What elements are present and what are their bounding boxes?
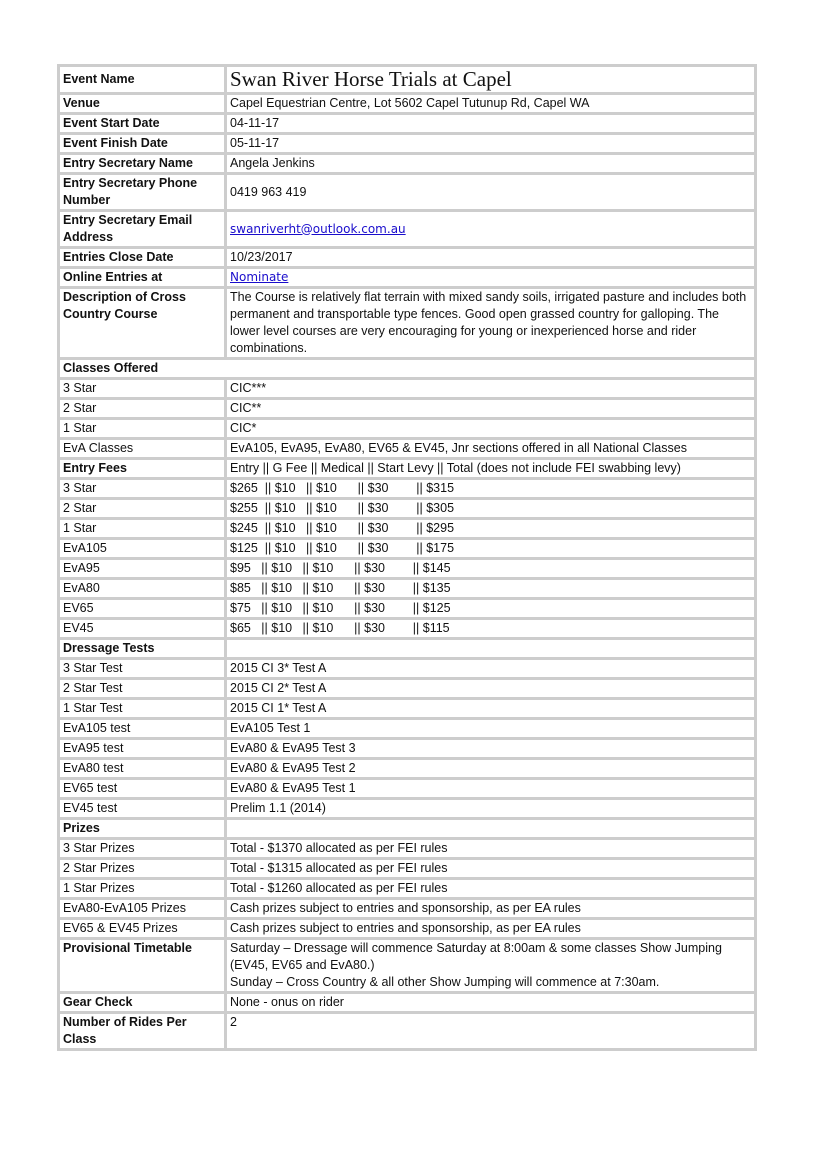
dressage-test-row: [59, 779, 756, 799]
dressage-test-label: 3 Star Test: [59, 659, 226, 679]
class-value: CIC**: [226, 399, 756, 419]
dressage-test-row: [59, 799, 756, 819]
entry-fee-value: $245 || $10 || $10 || $30 || $295: [226, 519, 756, 539]
dressage-test-row: [59, 759, 756, 779]
prize-value: Cash prizes subject to entries and sponsorship, as per EA rules: [226, 899, 756, 919]
entry-fee-label: EvA80: [59, 579, 226, 599]
gear-check-label: Gear Check: [59, 993, 226, 1013]
table-row: [59, 134, 756, 154]
prize-row: [59, 879, 756, 899]
prize-row: [59, 919, 756, 939]
nominate-link[interactable]: Nominate: [230, 270, 289, 284]
dressage-test-row: [59, 739, 756, 759]
entry-fee-label: EV65: [59, 599, 226, 619]
prizes-rows: [59, 839, 756, 939]
rides-per-class-label: Number of Rides Per Class: [59, 1013, 226, 1050]
entry-fees-heading: Entry Fees: [59, 459, 226, 479]
prize-label: EV65 & EV45 Prizes: [59, 919, 226, 939]
entry-fee-row: [59, 599, 756, 619]
class-label: 2 Star: [59, 399, 226, 419]
section-heading-row: [59, 459, 756, 479]
class-value: CIC*: [226, 419, 756, 439]
prize-row: [59, 859, 756, 879]
rides-per-class-value: 2: [226, 1013, 756, 1050]
dressage-test-value: 2015 CI 3* Test A: [226, 659, 756, 679]
entry-fee-label: 2 Star: [59, 499, 226, 519]
entry-fee-row: [59, 539, 756, 559]
dressage-test-label: EV65 test: [59, 779, 226, 799]
entry-fees-columns: Entry || G Fee || Medical || Start Levy || Total (does not include FEI swabbing levy): [226, 459, 756, 479]
start-date-value: 04-11-17: [226, 114, 756, 134]
gear-check-value: None - onus on rider: [226, 993, 756, 1013]
table-row: [59, 66, 756, 94]
class-label: 1 Star: [59, 419, 226, 439]
entry-fee-row: [59, 479, 756, 499]
entries-close-value: 10/23/2017: [226, 248, 756, 268]
entry-fee-value: $85 || $10 || $10 || $30 || $135: [226, 579, 756, 599]
finish-date-value: 05-11-17: [226, 134, 756, 154]
table-row: [59, 94, 756, 114]
class-label: 3 Star: [59, 379, 226, 399]
dressage-test-value: EvA80 & EvA95 Test 3: [226, 739, 756, 759]
course-description-label: Description of Cross Country Course: [59, 288, 226, 359]
prize-value: Total - $1260 allocated as per FEI rules: [226, 879, 756, 899]
course-description-value: The Course is relatively flat terrain with mixed sandy soils, irrigated pasture and includes both permanent and transportable type fences. Good open grassed country for galloping. The lower level courses are very encouraging for young or inexperienced horse and rider combinations.: [226, 288, 756, 359]
table-row: [59, 1013, 756, 1050]
venue-value: Capel Equestrian Centre, Lot 5602 Capel Tutunup Rd, Capel WA: [226, 94, 756, 114]
dressage-test-value: EvA80 & EvA95 Test 2: [226, 759, 756, 779]
classes-offered-heading: Classes Offered: [59, 359, 756, 379]
prize-label: 1 Star Prizes: [59, 879, 226, 899]
table-row: [59, 248, 756, 268]
section-heading-row: [59, 819, 756, 839]
secretary-phone-value: 0419 963 419: [226, 174, 756, 211]
entry-fee-row: [59, 579, 756, 599]
table-row: [59, 939, 756, 993]
secretary-phone-label: Entry Secretary Phone Number: [59, 174, 226, 211]
entries-close-label: Entries Close Date: [59, 248, 226, 268]
secretary-email-label: Entry Secretary Email Address: [59, 211, 226, 248]
event-details-table: [57, 64, 757, 1051]
prize-value: Total - $1315 allocated as per FEI rules: [226, 859, 756, 879]
prize-value: Total - $1370 allocated as per FEI rules: [226, 839, 756, 859]
dressage-test-row: [59, 699, 756, 719]
table-row: [59, 439, 756, 459]
entry-fee-value: $75 || $10 || $10 || $30 || $125: [226, 599, 756, 619]
class-value: CIC***: [226, 379, 756, 399]
entry-fee-value: $255 || $10 || $10 || $30 || $305: [226, 499, 756, 519]
event-name: Swan River Horse Trials at Capel: [226, 66, 756, 94]
entry-fee-row: [59, 499, 756, 519]
entry-fee-value: $265 || $10 || $10 || $30 || $315: [226, 479, 756, 499]
venue-label: Venue: [59, 94, 226, 114]
entry-fee-label: 3 Star: [59, 479, 226, 499]
prize-row: [59, 899, 756, 919]
dressage-test-label: EvA95 test: [59, 739, 226, 759]
table-row: [59, 379, 756, 399]
table-row: [59, 288, 756, 359]
timetable-sunday: Sunday – Cross Country & all other Show Jumping will commence at 7:30am.: [230, 975, 660, 989]
dressage-tests-heading: Dressage Tests: [59, 639, 226, 659]
table-row: [59, 268, 756, 288]
dressage-test-label: 1 Star Test: [59, 699, 226, 719]
entry-fee-row: [59, 519, 756, 539]
dressage-test-row: [59, 679, 756, 699]
entry-fee-label: EV45: [59, 619, 226, 639]
prize-row: [59, 839, 756, 859]
section-heading-row: [59, 639, 756, 659]
start-date-label: Event Start Date: [59, 114, 226, 134]
prize-label: EvA80-EvA105 Prizes: [59, 899, 226, 919]
dressage-test-value: EvA80 & EvA95 Test 1: [226, 779, 756, 799]
empty-cell: [226, 639, 756, 659]
entry-fee-label: EvA105: [59, 539, 226, 559]
dressage-test-label: 2 Star Test: [59, 679, 226, 699]
table-row: [59, 399, 756, 419]
prize-label: 3 Star Prizes: [59, 839, 226, 859]
dressage-test-value: 2015 CI 1* Test A: [226, 699, 756, 719]
timetable-saturday: Saturday – Dressage will commence Saturday at 8:00am & some classes Show Jumping (EV45, EV65 and EvA80.): [230, 941, 722, 972]
table-row: [59, 174, 756, 211]
online-entries-cell: [226, 268, 756, 288]
dressage-test-value: EvA105 Test 1: [226, 719, 756, 739]
section-heading-row: [59, 359, 756, 379]
table-row: [59, 993, 756, 1013]
dressage-test-value: 2015 CI 2* Test A: [226, 679, 756, 699]
entry-fees-rows: [59, 479, 756, 639]
entry-fee-row: [59, 559, 756, 579]
dressage-rows: [59, 659, 756, 819]
timetable-label: Provisional Timetable: [59, 939, 226, 993]
table-row: [59, 154, 756, 174]
entry-fee-value: $125 || $10 || $10 || $30 || $175: [226, 539, 756, 559]
online-entries-label: Online Entries at: [59, 268, 226, 288]
finish-date-label: Event Finish Date: [59, 134, 226, 154]
class-value: EvA105, EvA95, EvA80, EV65 & EV45, Jnr sections offered in all National Classes: [226, 439, 756, 459]
timetable-value: [226, 939, 756, 993]
dressage-test-row: [59, 719, 756, 739]
table-row: [59, 419, 756, 439]
table-row: [59, 114, 756, 134]
dressage-test-value: Prelim 1.1 (2014): [226, 799, 756, 819]
class-label: EvA Classes: [59, 439, 226, 459]
empty-cell: [226, 819, 756, 839]
entry-fee-label: EvA95: [59, 559, 226, 579]
entry-fee-row: [59, 619, 756, 639]
secretary-email-link[interactable]: swanriverht@outlook.com.au: [230, 221, 406, 236]
prize-label: 2 Star Prizes: [59, 859, 226, 879]
prize-value: Cash prizes subject to entries and sponsorship, as per EA rules: [226, 919, 756, 939]
prizes-heading: Prizes: [59, 819, 226, 839]
dressage-test-row: [59, 659, 756, 679]
secretary-name-label: Entry Secretary Name: [59, 154, 226, 174]
entry-fee-value: $95 || $10 || $10 || $30 || $145: [226, 559, 756, 579]
dressage-test-label: EvA105 test: [59, 719, 226, 739]
entry-fee-label: 1 Star: [59, 519, 226, 539]
event-name-label: Event Name: [59, 66, 226, 94]
entry-fee-value: $65 || $10 || $10 || $30 || $115: [226, 619, 756, 639]
table-row: [59, 211, 756, 248]
dressage-test-label: EvA80 test: [59, 759, 226, 779]
dressage-test-label: EV45 test: [59, 799, 226, 819]
secretary-email-cell: [226, 211, 756, 248]
secretary-name-value: Angela Jenkins: [226, 154, 756, 174]
